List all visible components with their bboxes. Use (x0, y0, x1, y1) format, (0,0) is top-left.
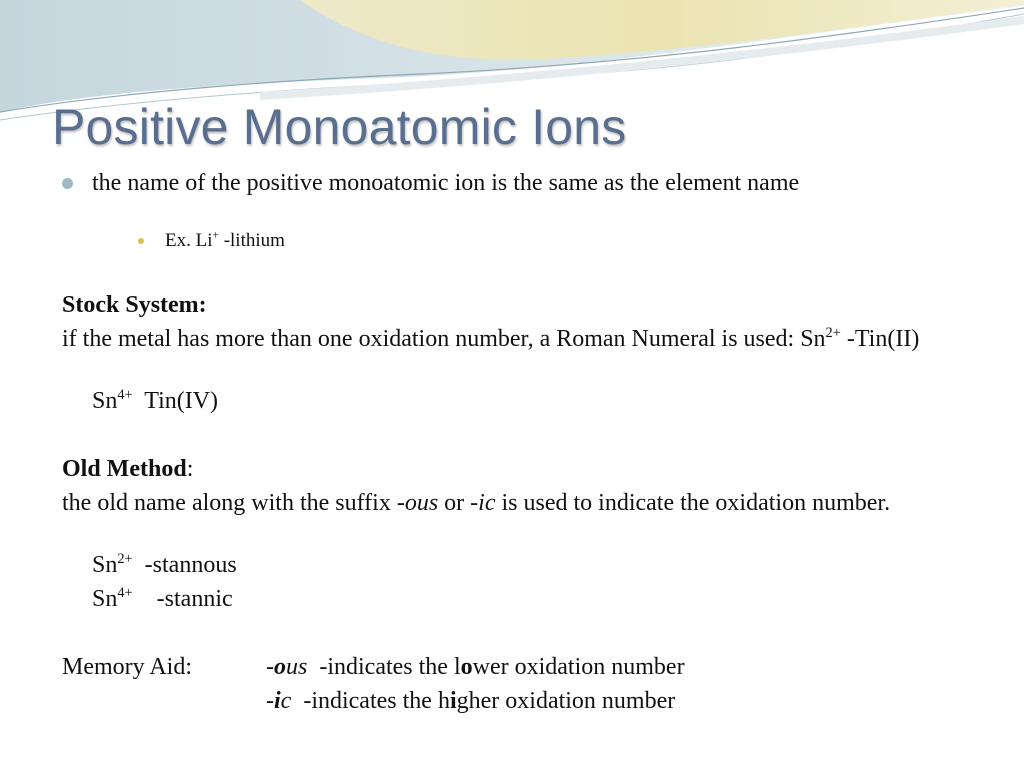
old-sn4-charge: 4+ (117, 585, 133, 601)
memory-ic-dash: - (266, 688, 274, 714)
stock-system-heading: Stock System: (62, 292, 207, 318)
example-charge: + (212, 229, 219, 242)
stock-system-text (62, 326, 972, 353)
memory-ic-first: i (274, 688, 281, 714)
old-method-title: Old Method (62, 456, 187, 482)
memory-ic-rest: c (280, 688, 292, 714)
old-sn2-charge: 2+ (117, 551, 133, 567)
memory-ous-first: o (274, 654, 286, 680)
memory-ous-text-before: -indicates the l (307, 654, 461, 680)
memory-ous-dash: - (266, 654, 274, 680)
old-text-or: or (438, 490, 471, 516)
memory-ous-text-after: wer oxidation number (472, 654, 685, 680)
memory-aid-ous-line (266, 654, 685, 681)
old-text-before: the old name along with the suffix (62, 490, 397, 516)
stock-sn4-name: Tin(IV) (144, 388, 219, 414)
bullet-text: the name of the positive monoatomic ion is the same as the element name (92, 170, 800, 196)
bullet-item (62, 170, 962, 197)
old-suffix-ic: -ic (470, 490, 496, 516)
slide-title: Positive Monoatomic Ions (52, 99, 627, 155)
bullet-dot-icon (62, 178, 73, 189)
old-suffix-ous: -ous (396, 490, 439, 516)
stock-sn4-charge: 4+ (117, 387, 133, 403)
example-name: -lithium (223, 230, 285, 251)
old-method-text (62, 490, 972, 517)
sub-bullet-dot-icon (138, 238, 144, 244)
memory-aid-label: Memory Aid: (62, 654, 192, 680)
memory-ic-text-before: -indicates the h (291, 688, 450, 714)
old-method-heading (62, 456, 193, 483)
old-method-colon: : (186, 456, 194, 482)
stock-sn2-charge: 2+ (825, 325, 841, 341)
stock-text: if the metal has more than one oxidation number, a Roman Numeral is used: Sn (62, 326, 826, 352)
old-sn2-name: -stannous (144, 552, 237, 578)
example-prefix: Ex. Li (165, 230, 213, 251)
stock-sn2-name: -Tin(II) (846, 326, 920, 352)
memory-aid-ic-line (266, 688, 675, 715)
old-sn4-symbol: Sn (92, 586, 118, 612)
memory-ous-rest: us (286, 654, 308, 680)
old-sn4-name: -stannic (156, 586, 233, 612)
old-text-after: is used to indicate the oxidation number. (495, 490, 891, 516)
memory-ic-text-after: gher oxidation number (456, 688, 676, 714)
memory-ous-highlight: o (460, 654, 473, 680)
old-sn2-symbol: Sn (92, 552, 118, 578)
old-sn4-line (92, 586, 233, 613)
stock-sn4-symbol: Sn (92, 388, 118, 414)
memory-ic-highlight: i (449, 688, 457, 714)
example-text (165, 230, 285, 251)
stock-sn4-line (92, 388, 218, 415)
sub-bullet-item (138, 229, 285, 253)
old-sn2-line (92, 552, 237, 579)
